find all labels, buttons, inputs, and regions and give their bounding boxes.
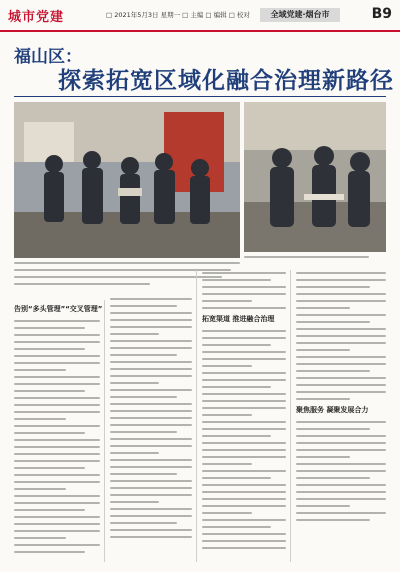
body-column-4: [296, 272, 386, 526]
column-divider: [196, 270, 197, 562]
date-line: □ 2021年5月3日 星期一 □ 主编 □ 编辑 □ 校对: [106, 11, 250, 19]
section-subhead: 聚焦服务 凝聚发展合力: [296, 406, 369, 414]
main-photo: [14, 102, 240, 258]
body-column-2: [110, 298, 192, 543]
page-number: B9: [371, 6, 392, 22]
headline-rule: [14, 96, 386, 97]
column-divider: [104, 300, 105, 562]
body-column-1: [14, 300, 103, 558]
masthead: [0, 0, 400, 32]
paper-name: 城市党建: [8, 10, 65, 25]
column-divider: [290, 270, 291, 562]
side-photo: [244, 102, 386, 252]
section-title: 全域党建·烟台市: [270, 10, 330, 19]
section-banner: [260, 8, 340, 22]
body-column-3: [202, 272, 286, 554]
side-photo-caption: [244, 256, 386, 266]
page-headline: 探索拓宽区域化融合治理新路径: [58, 67, 394, 94]
side-photo-illustration: [244, 102, 386, 252]
headline-kicker: 福山区：: [14, 47, 82, 67]
section-subhead: 拓宽渠道 推进融合治理: [202, 315, 275, 323]
main-photo-illustration: [14, 102, 240, 258]
section-subhead: 告别“多头管理”“交叉管理”: [14, 305, 103, 313]
